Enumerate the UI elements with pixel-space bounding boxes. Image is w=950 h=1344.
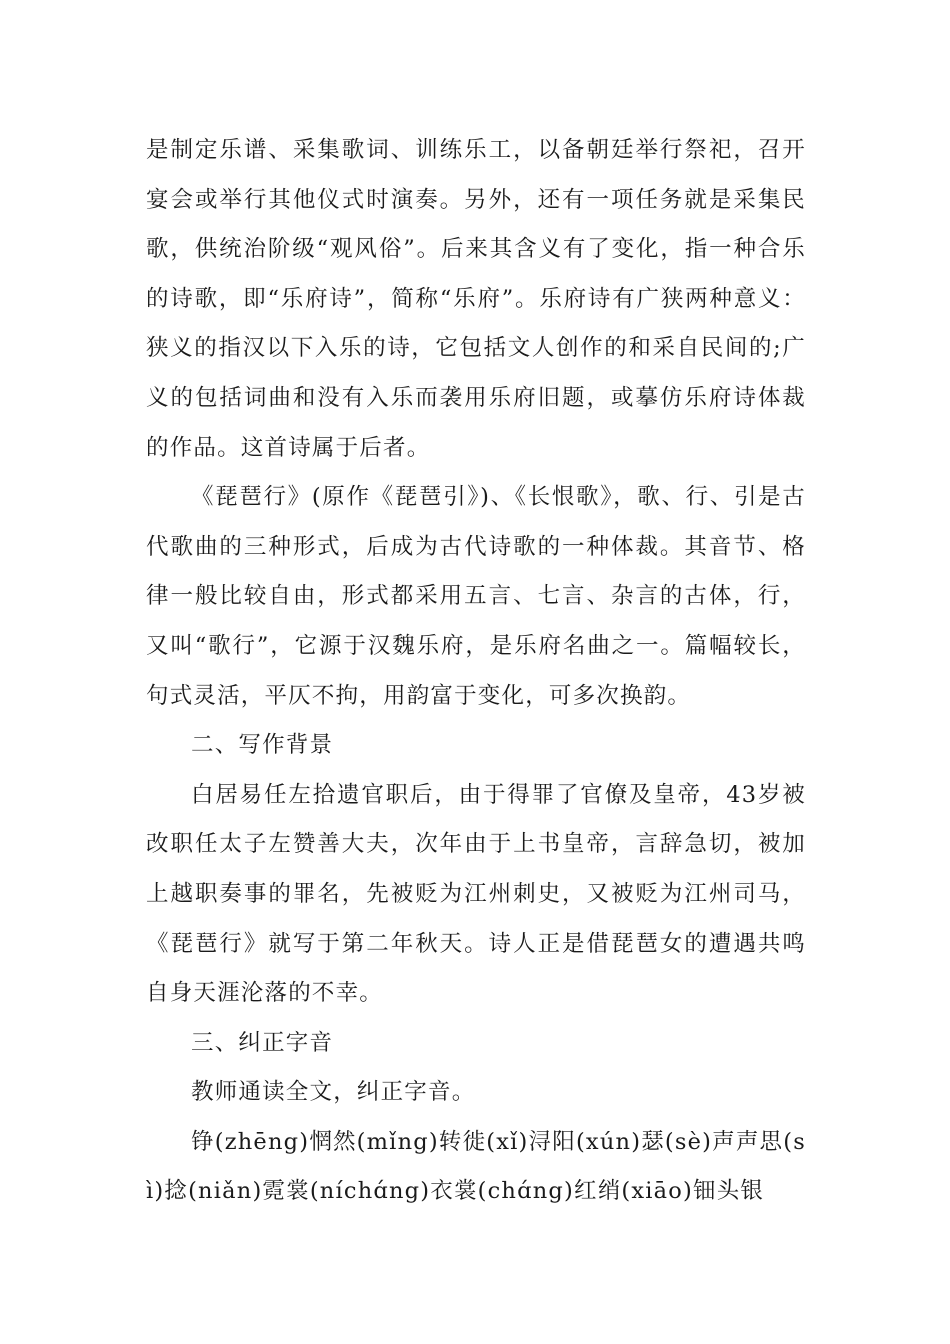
paragraph-yuefu-definition: 是制定乐谱、采集歌词、训练乐工，以备朝廷举行祭祀，召开宴会或举行其他仪式时演奏。另外，还有一项任务就是采集民歌，供统治阶级“观风俗”。后来其含义有了变化，指一种合乐的诗歌，即“乐府诗”，简称“乐府”。乐府诗有广狭两种意义：狭义的指汉以下入乐的诗，它包括文人创作的和采自民间的;广义的包括词曲和没有入乐而袭用乐府旧题，或摹仿乐府诗体裁的作品。这首诗属于后者。 [146,137,806,461]
document-body [146,126,806,1217]
paragraph-pipa-xing-genre: 《琵琶行》(原作《琵琶引》)、《长恨歌》，歌、行、引是古代歌曲的三种形式，后成为古代诗歌的一种体裁。其音节、格律一般比较自由，形式都采用五言、七言、杂言的古体，行，又叫“歌行”，它源于汉魏乐府，是乐府名曲之一。篇幅较长，句式灵活，平仄不拘，用韵富于变化，可多次换韵。 [146,484,806,709]
paragraph-teacher-reading: 教师通读全文，纠正字音。 [191,1079,476,1106]
paragraph-pronunciation-list: 铮(zhēng)惘然(mǐng)转徙(xǐ)浔阳(xún)瑟(sè)声声思(sì)捻(niǎn)霓裳(níchɑ́ng)衣裳(chɑ́ng)红绡(xiāo)钿头银 [146,1128,806,1205]
section-heading-pronunciation: 三、纠正字音 [191,1029,334,1056]
paragraph-writing-background: 白居易任左拾遗官职后，由于得罪了官僚及皇帝，43岁被改职任太子左赞善大夫，次年由于上书皇帝，言辞急切，被加上越职奏事的罪名，先被贬为江州刺史，又被贬为江州司马，《琵琶行》就写于第二年秋天。诗人正是借琵琶女的遭遇共鸣自身天涯沦落的不幸。 [146,781,806,1007]
section-heading-writing-background: 二、写作背景 [191,732,334,759]
